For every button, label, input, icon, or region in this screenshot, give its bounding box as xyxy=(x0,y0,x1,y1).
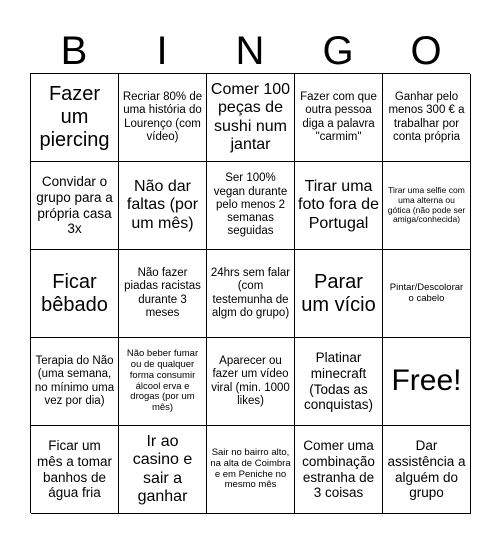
cell-text: Comer uma combinação estranha de 3 coisas xyxy=(302,438,375,501)
cell-text: Ficar um mês a tomar banhos de água fria xyxy=(36,438,113,501)
bingo-cell[interactable] xyxy=(383,74,471,162)
cell-text: Ir ao casino e sair a ganhar xyxy=(132,432,193,505)
cell-text: Parar um vício xyxy=(301,270,376,316)
cell-text: Recriar 80% de uma história do Lourenço (com vídeo) xyxy=(122,91,203,143)
cell-text: Ganhar pelo menos 300 € a trabalhar por conta própria xyxy=(388,91,465,143)
bingo-cell[interactable] xyxy=(295,250,383,338)
bingo-cell[interactable] xyxy=(31,162,119,250)
bingo-cell[interactable] xyxy=(119,74,207,162)
header-letter-n: N xyxy=(235,29,265,73)
cell-text: Comer 100 peças de sushi num jantar xyxy=(210,80,291,153)
bingo-cell[interactable] xyxy=(295,338,383,426)
cell-text: Ficar bêbado xyxy=(41,270,108,316)
header-letter-i: I xyxy=(156,29,168,73)
cell-text: Convidar o grupo para a própria casa 3x xyxy=(36,174,113,237)
header-letter-o: O xyxy=(410,29,442,73)
bingo-cell[interactable] xyxy=(207,74,295,162)
bingo-cell[interactable] xyxy=(31,426,119,514)
bingo-grid xyxy=(30,73,470,513)
bingo-cell[interactable] xyxy=(119,250,207,338)
cell-text: Ser 100% vegan durante pelo menos 2 semanas seguidas xyxy=(213,172,288,238)
bingo-cell[interactable] xyxy=(295,74,383,162)
bingo-cell[interactable] xyxy=(207,338,295,426)
cell-text: Dar assistência a alguém do grupo xyxy=(387,438,466,501)
free-cell[interactable] xyxy=(383,338,471,426)
cell-text: Tirar uma selfie com uma alterna ou gótica (não pode ser amiga/conhecida) xyxy=(387,184,466,225)
cell-text: Tirar uma foto fora de Portugal xyxy=(298,177,379,232)
cell-text: 24hrs sem falar (com testemunha de algm do grupo) xyxy=(210,267,291,319)
bingo-cell[interactable] xyxy=(295,426,383,514)
cell-text: Não dar faltas (por um mês) xyxy=(126,177,199,232)
bingo-cell[interactable] xyxy=(383,250,471,338)
bingo-cell[interactable] xyxy=(119,338,207,426)
bingo-cell[interactable] xyxy=(31,74,119,162)
bingo-cell[interactable] xyxy=(207,162,295,250)
cell-text: Não beber fumar ou de qualquer forma consumir álcool erva e drogas (por um mês) xyxy=(126,347,199,414)
bingo-cell[interactable] xyxy=(207,250,295,338)
header-letter-g: G xyxy=(322,29,354,73)
bingo-cell[interactable] xyxy=(119,426,207,514)
cell-text: Não fazer piadas racistas durante 3 meses xyxy=(124,267,201,319)
bingo-cell[interactable] xyxy=(383,162,471,250)
cell-text: Fazer um piercing xyxy=(39,83,110,151)
header-letter-b: B xyxy=(60,29,88,73)
bingo-header xyxy=(30,28,470,74)
bingo-cell[interactable] xyxy=(383,426,471,514)
cell-text: Terapia do Não (uma semana, no mínimo uma vez por dia) xyxy=(34,355,115,407)
cell-text: Free! xyxy=(391,364,462,398)
cell-text: Aparecer ou fazer um vídeo viral (min. 1000 likes) xyxy=(211,355,290,407)
bingo-cell[interactable] xyxy=(31,338,119,426)
cell-text: Pintar/Descolorar o cabelo xyxy=(389,281,464,304)
cell-text: Sair no bairro alto, na alta de Coimbra e em Peniche no mesmo mês xyxy=(210,446,291,491)
bingo-cell[interactable] xyxy=(119,162,207,250)
bingo-cell[interactable] xyxy=(207,426,295,514)
cell-text: Fazer com que outra pessoa diga a palavra "carmim" xyxy=(300,91,377,143)
cell-text: Platinar minecraft (Todas as conquistas) xyxy=(303,350,374,413)
bingo-cell[interactable] xyxy=(31,250,119,338)
bingo-cell[interactable] xyxy=(295,162,383,250)
